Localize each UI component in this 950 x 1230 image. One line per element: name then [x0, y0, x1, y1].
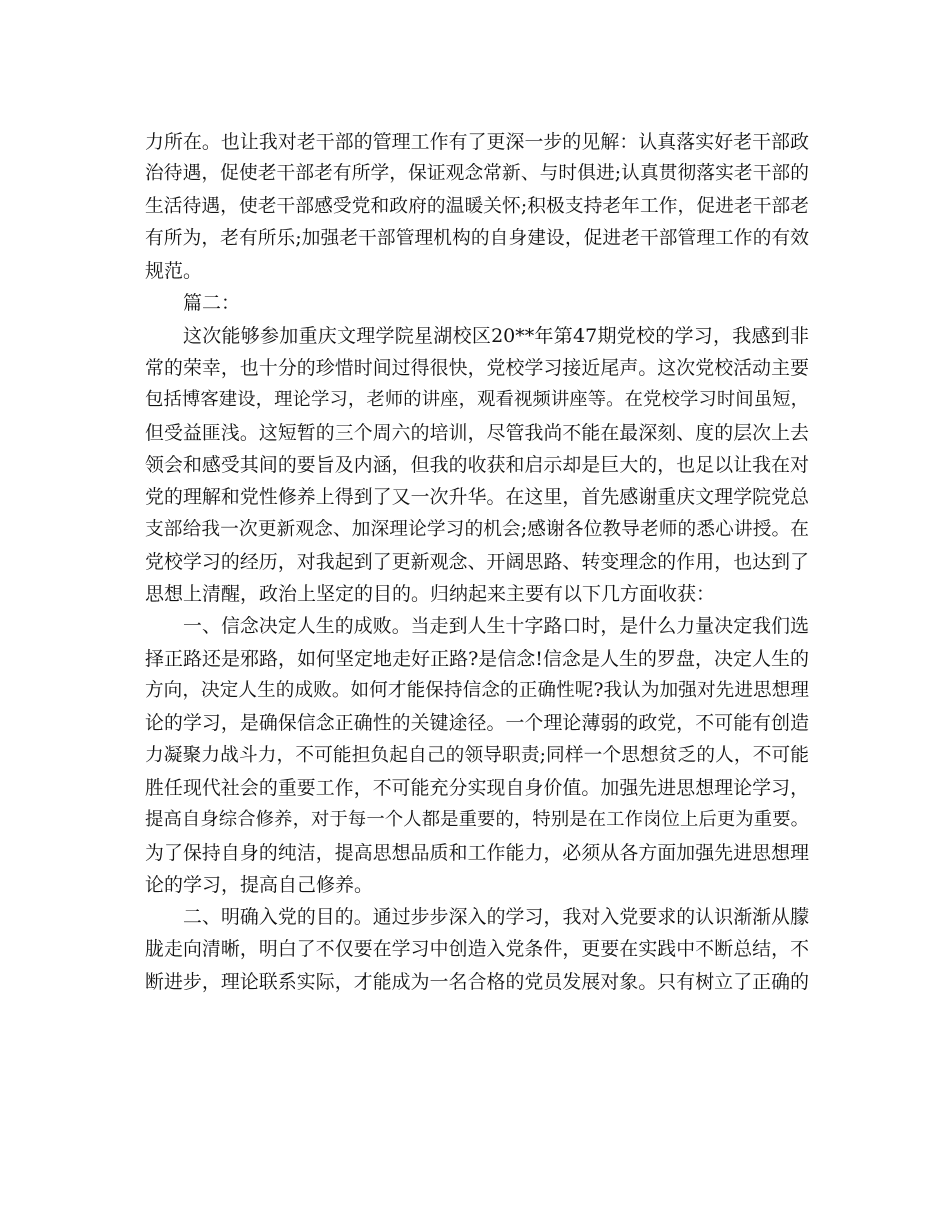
text-line: 但受益匪浅。这短暂的三个周六的培训，尽管我尚不能在最深刻、度的层次上去: [145, 421, 809, 444]
text-line: 力凝聚力战斗力，不可能担负起自己的领导职责;同样一个思想贫乏的人，不可能: [145, 744, 809, 766]
text-line: 规范。: [145, 260, 203, 283]
text-line: 领会和感受其间的要旨及内涵，但我的收获和启示却是巨大的，也足以让我在对: [145, 453, 809, 476]
text-line: 这次能够参加重庆文理学院星湖校区20**年第47期党校的学习，我感到非: [183, 324, 809, 347]
text-line: 论的学习，提高自己修养。: [145, 873, 374, 896]
text-line: 论的学习，是确保信念正确性的关键途径。一个理论薄弱的政党，不可能有创造: [145, 712, 809, 735]
text-line: 择正路还是邪路，如何坚定地走好正路?是信念!信念是人生的罗盘，决定人生的: [145, 647, 809, 670]
text-line: 生活待遇，使老干部感受党和政府的温暖关怀;积极支持老年工作，促进老干部老: [145, 195, 809, 217]
text-line: 治待遇，促使老干部老有所学，保证观念常新、与时俱进;认真贯彻落实老干部的: [145, 163, 809, 185]
text-line: 一、信念决定人生的成败。当走到人生十字路口时，是什么力量决定我们选: [183, 615, 809, 638]
text-line: 包括博客建设，理论学习，老师的讲座，观看视频讲座等。在党校学习时间虽短，: [145, 389, 809, 411]
text-line: 胧走向清晰，明白了不仅要在学习中创造入党条件，更要在实践中不断总结，不: [145, 938, 809, 961]
text-line: 方向，决定人生的成败。如何才能保持信念的正确性呢?我认为加强对先进思想理: [145, 680, 809, 702]
text-line: 力所在。也让我对老干部的管理工作有了更深一步的见解：认真落实好老干部政: [145, 131, 809, 153]
section-heading: 篇二：: [183, 292, 241, 315]
text-line: 思想上清醒，政治上坚定的目的。归纳起来主要有以下几方面收获：: [145, 583, 716, 606]
text-line: 常的荣幸，也十分的珍惜时间过得很快，党校学习接近尾声。这次党校活动主要: [145, 357, 809, 380]
text-line: 断进步，理论联系实际，才能成为一名合格的党员发展对象。只有树立了正确的: [145, 970, 809, 993]
text-line: 提高自身综合修养，对于每一个人都是重要的，特别是在工作岗位上后更为重要。: [145, 809, 809, 831]
text-line: 胜任现代社会的重要工作，不可能充分实现自身价值。加强先进思想理论学习，: [145, 776, 809, 799]
text-line: 为了保持自身的纯洁，提高思想品质和工作能力，必须从各方面加强先进思想理: [145, 841, 809, 864]
text-line: 有所为，老有所乐;加强老干部管理机构的自身建设，促进老干部管理工作的有效: [145, 227, 809, 249]
text-line: 二、明确入党的目的。通过步步深入的学习，我对入党要求的认识渐渐从朦: [183, 906, 809, 929]
document-body-text: [145, 126, 809, 998]
text-line: 支部给我一次更新观念、加深理论学习的机会;感谢各位教导老师的悉心讲授。在: [145, 518, 809, 540]
text-line: 党校学习的经历，对我起到了更新观念、开阔思路、转变理念的作用，也达到了: [145, 550, 809, 573]
text-line: 党的理解和党性修养上得到了又一次升华。在这里，首先感谢重庆文理学院党总: [145, 486, 809, 509]
